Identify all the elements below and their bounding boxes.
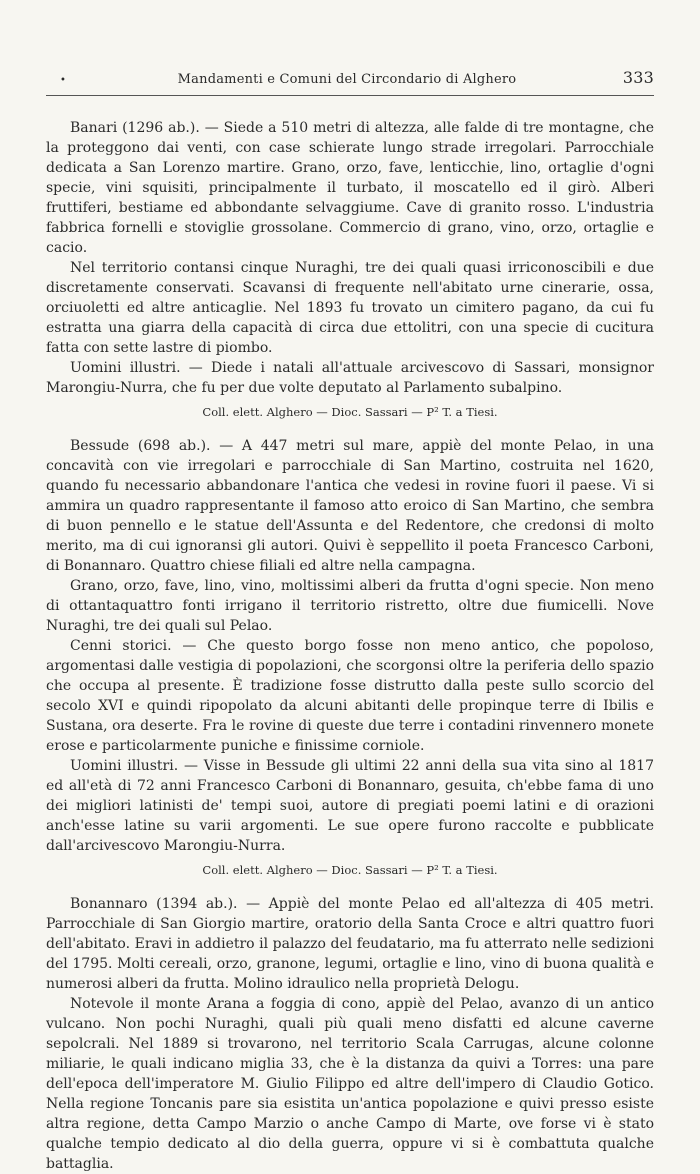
running-header (60, 68, 654, 87)
page-number: 333 (622, 68, 654, 87)
caption-banari: Coll. elett. Alghero — Dioc. Sassari — P² T. a Tiesi. (202, 405, 498, 419)
paragraph-bonannaro-1: Bonannaro (1394 ab.). — Appiè del monte Pelao ed all'altezza di 405 metri. Parrocchiale di San Giorgio martire, oratorio della Santa Croce e altri quattro fuori dell'abitato. Eravi in addietro il palazzo del feudatario, ma fu atterrato nelle sedizioni del 1795. Molti cereali, orzo, granone, legumi, ortaglie e lino, vino di buona qualità e numerosi alberi da frutta. Molino idraulico nella proprietà Delogu. (46, 896, 654, 992)
paragraph-bonannaro-2: Notevole il monte Arana a foggia di cono, appiè del Pelao, avanzo di un antico vulcano. Non pochi Nuraghi, quali più quali meno disfatti ed alcune caverne sepolcrali. Nel 1889 si trovarono, nel territorio Scala Carrugas, alcune colonne miliarie, le quali indicano miglia 33, che è la distanza da quivi a Torres: una pare dell'epoca dell'imperatore M. Giulio Filippo ed altre dell'impero di Claudio Gotico. Nella regione Toncanis pare sia esistita un'antica popolazione e quivi presso esiste altra regione, detta Campo Marzio o anche Campo di Marte, ove forse vi è stato qualche tempio dedicato al dio della guerra, oppure vi si è combattuta qualche battaglia. (46, 996, 654, 1172)
paragraph-banari-2: Nel territorio contansi cinque Nuraghi, tre dei quali quasi irriconoscibili e due discretamente conservati. Scavansi di frequente nell'abitato urne cinerarie, ossa, orciuoletti ed altre anticaglie. Nel 1893 fu trovato un cimitero pagano, da cui fu estratta una giarra della capacità di circa due ettolitri, con una specie di cucitura fatta con sette lastre di piombo. (46, 260, 654, 356)
header-rule (46, 95, 654, 96)
header-title: Mandamenti e Comuni del Circondario di Alghero (177, 72, 517, 87)
paragraph-banari-3: Uomini illustri. — Diede i natali all'attuale arcivescovo di Sassari, monsignor Marongiu-Nurra, che fu per due volte deputato al Parlamento subalpino. (46, 360, 654, 396)
paragraph-bessude-3: Cenni storici. — Che questo borgo fosse non meno antico, che popoloso, argomentasi dalle vestigia di popolazioni, che scorgonsi oltre la periferia dello spazio che occupa al presente. È tradizione fosse distrutto dalla peste sullo scorcio del secolo XVI e quindi ripopolato da alcuni abitanti delle propinque terre di Ibilis e Sustana, ora deserte. Fra le rovine di queste due terre i contadini rinvennero monete erose e particolarmente puniche e finissime corniole. (46, 638, 654, 754)
paragraph-bessude-4: Uomini illustri. — Visse in Bessude gli ultimi 22 anni della sua vita sino al 1817 ed all'età di 72 anni Francesco Carboni di Bonannaro, gesuita, ch'ebbe fama di uno dei migliori latinisti de' tempi suoi, autore di pregiati poemi latini e di orazioni anch'esse latine su varii argomenti. Le sue opere furono raccolte e pubblicate dall'arcivescovo Marongiu-Nurra. (46, 758, 654, 854)
paragraph-bessude-1: Bessude (698 ab.). — A 447 metri sul mare, appiè del monte Pelao, in una concavità con vie irregolari e parrocchiale di San Martino, costruita nel 1620, quando fu necessario abbandonare l'antica che vedesi in rovine fuori il paese. Vi si ammira un quadro rappresentante il famoso atto eroico di San Martino, che sembra di buon pennello e le statue dell'Assunta e del Redentore, che credonsi di molto merito, ma di cui ignoransi gli autori. Quivi è seppellito il poeta Francesco Carboni, di Bonannaro. Quattro chiese filiali ed altre nella campagna. (46, 438, 654, 574)
body-text (46, 118, 654, 1174)
caption-bessude: Coll. elett. Alghero — Dioc. Sassari — P² T. a Tiesi. (202, 863, 498, 877)
header-marker: • (60, 75, 67, 86)
paragraph-banari-1: Banari (1296 ab.). — Siede a 510 metri di altezza, alle falde di tre montagne, che la proteggono dai venti, con case schierate lungo strade irregolari. Parrocchiale dedicata a San Lorenzo martire. Grano, orzo, fave, lenticchie, lino, ortaglie d'ogni specie, vini squisiti, principalmente il turbato, il moscatello ed il girò. Alberi fruttiferi, bestiame ed abbondante selvaggiume. Cave di granito rosso. L'industria fabbrica fornelli e stoviglie grossolane. Commercio di grano, vino, orzo, ortaglie e cacio. (46, 120, 654, 256)
paragraph-bessude-2: Grano, orzo, fave, lino, vino, moltissimi alberi da frutta d'ogni specie. Non meno di ottantaquattro fonti irrigano il territorio ristretto, oltre due fiumicelli. Nove Nuraghi, tre dei quali sul Pelao. (46, 578, 654, 634)
